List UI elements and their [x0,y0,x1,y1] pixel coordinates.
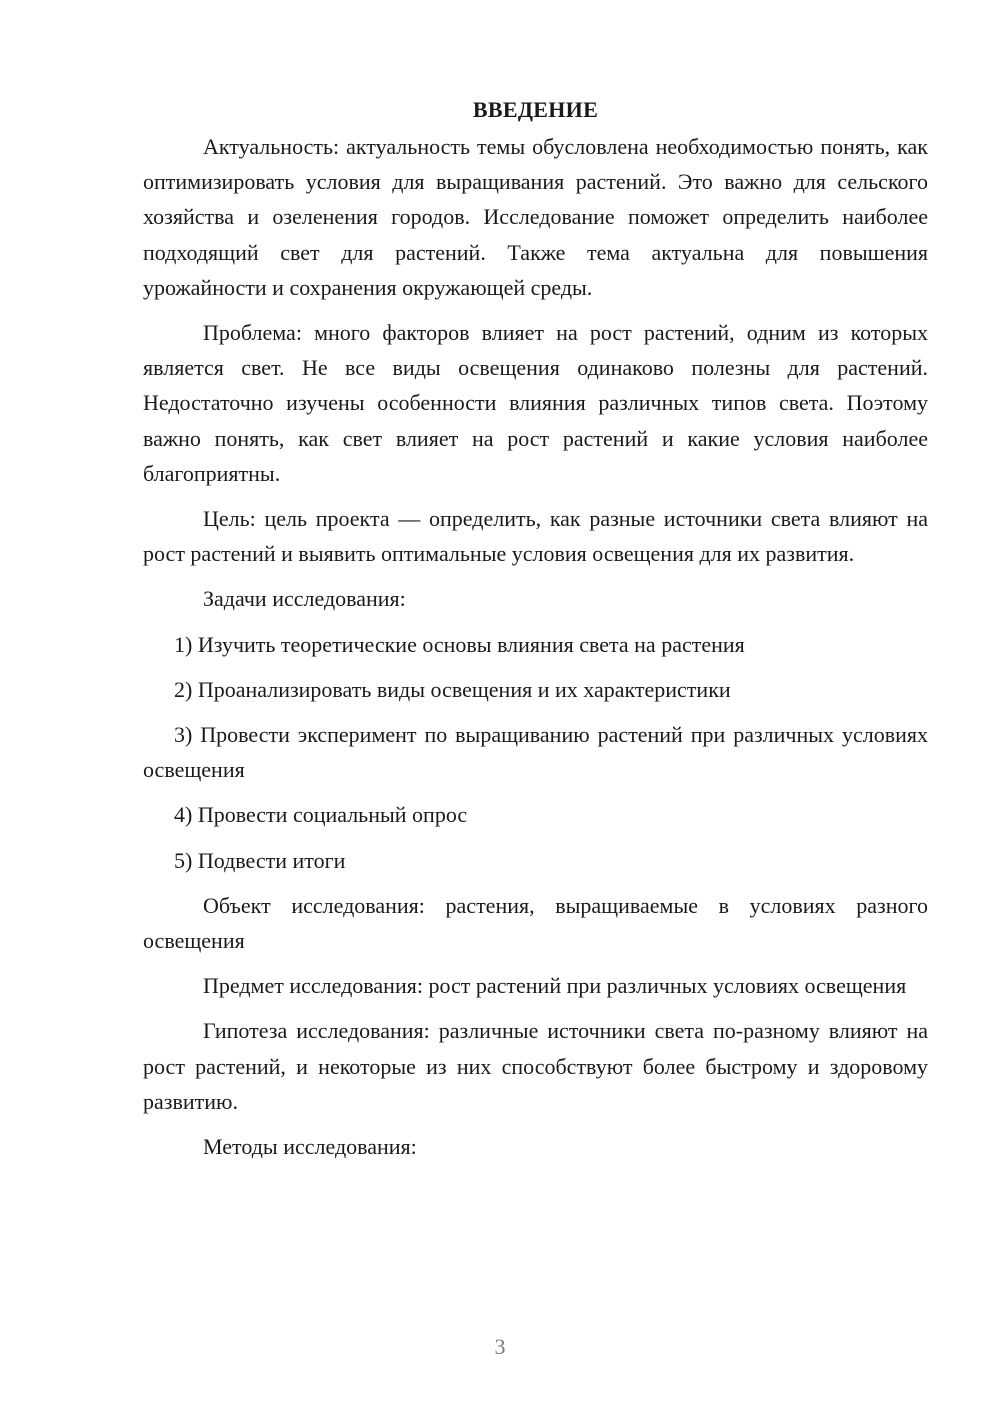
section-title: ВВЕДЕНИЕ [472,97,599,122]
document-page [143,92,928,1174]
subject-paragraph: Предмет исследования: рост растений при различных условиях освещения [203,973,907,999]
goal-paragraph: Цель: цель проекта — определить, как разные источники света влияют на рост растений и выявить оптимальные условия освещения для их развития. [143,506,928,567]
task-item: 5) Подвести итоги [174,847,346,873]
task-item: 3) Провести эксперимент по выращиванию растений при различных условиях освещения [143,722,928,783]
problem-paragraph: Проблема: много факторов влияет на рост растений, одним из которых является свет. Не все виды освещения одинаково полезны для растений. Недостаточно изучены особенности влияния различных типов света. Поэтому важно понять, как свет влияет на рост растений и какие условия наиболее благоприятны. [143,320,928,486]
methods-heading: Методы исследования: [203,1134,417,1160]
page-number: 3 [494,1334,506,1359]
relevance-paragraph: Актуальность: актуальность темы обусловлена необходимостью понять, как оптимизировать условия для выращивания растений. Это важно для сельского хозяйства и озеленения городов. Исследование поможет определить наиболее подходящий свет для растений. Также тема актуальна для повышения урожайности и сохранения окружающей среды. [143,134,928,300]
tasks-heading: Задачи исследования: [203,586,406,612]
task-item: 4) Провести социальный опрос [174,802,468,828]
task-item: 1) Изучить теоретические основы влияния света на растения [174,631,745,657]
hypothesis-paragraph: Гипотеза исследования: различные источники света по-разному влияют на рост растений, и некоторые из них способствуют более быстрому и здоровому развитию. [143,1018,928,1114]
object-paragraph: Объект исследования: растения, выращиваемые в условиях разного освещения [143,892,928,954]
task-item: 2) Проанализировать виды освещения и их характеристики [174,676,731,702]
